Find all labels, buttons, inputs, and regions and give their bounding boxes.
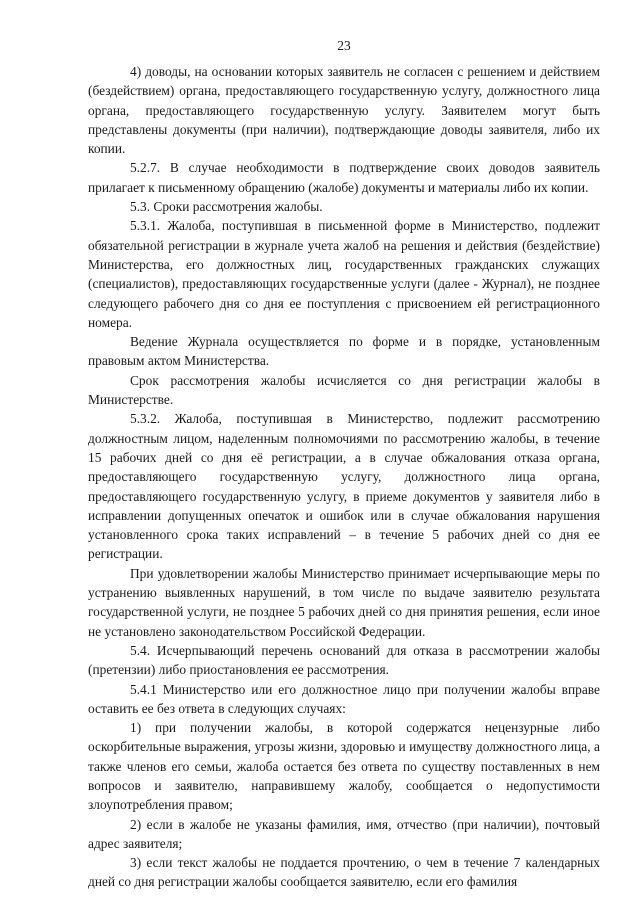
page-number: 23 — [337, 38, 351, 53]
paragraph-5-3-2: 5.3.2. Жалоба, поступившая в Министерство, подлежит рассмотрению должностным лицом, наделенным полномочиями по рассмотрению жалобы, в течение 15 рабочих дней со дня её регистрации, а в случае обжалования отказа органа, предоставляющего государственную услугу, должностного лица органа, предоставляющего государственную услугу, в приеме документов у заявителя либо в исправлении допущенных опечаток и ошибок или в случае обжалования нарушения установленного срока таких исправлений – в течение 5 рабочих дней со дня ее регистрации. — [88, 411, 600, 562]
section-heading-5-3: 5.3. Сроки рассмотрения жалобы. — [130, 199, 323, 215]
paragraph-journal-keeping: Ведение Журнала осуществляется по форме и в порядке, установленным правовым актом Министерства. — [88, 334, 600, 369]
paragraph-5-4-1: 5.4.1 Министерство или его должностное лицо при получении жалобы вправе оставить ее без ответа в следующих случаях: — [88, 681, 600, 716]
paragraph-review-period: Срок рассмотрения жалобы исчисляется со дня регистрации жалобы в Министерстве. — [88, 372, 600, 408]
list-item-3-unreadable-text: 3) если текст жалобы не поддается прочтению, о чем в течение 7 календарных дней со дня регистрации жалобы сообщается заявителю, если его фамилия — [88, 855, 600, 890]
section-heading-5-4: 5.4. Исчерпывающий перечень оснований для отказа в рассмотрении жалобы (претензии) либо приостановления ее рассмотрения. — [88, 642, 600, 678]
paragraph-satisfaction-measures: При удовлетворении жалобы Министерство принимает исчерпывающие меры по устранению выявленных нарушений, в том числе по выдаче заявителю результата государственной услуги, не позднее 5 рабочих дней со дня принятия решения, если иное не установлено законодательством Российской Федерации. — [88, 565, 600, 639]
paragraph-5-2-7: 5.2.7. В случае необходимости в подтверждение своих доводов заявитель прилагает к письменному обращению (жалобе) документы и материалы либо их копии. — [88, 160, 600, 195]
paragraph-item-4-arguments: 4) доводы, на основании которых заявитель не согласен с решением и действием (бездействием) органа, предоставляющего государственную услугу, должностного лица органа, предоставляющего государственную услугу. Заявителем могут быть представлены документы (при наличии), подтверждающие доводы заявителя, либо их копии. — [88, 64, 600, 157]
paragraph-5-3-1: 5.3.1. Жалоба, поступившая в письменной форме в Министерство, подлежит обязательной регистрации в журнале учета жалоб на решения и действия (бездействие) Министерства, его должностных лиц, государственных гражданских служащих (специалистов), предоставляющих государственные услуги (далее - Журнал), не позднее следующего рабочего дня со дня ее поступления с присвоением ей регистрационного номера. — [88, 218, 600, 330]
list-item-2-missing-name-address: 2) если в жалобе не указаны фамилия, имя, отчество (при наличии), почтовый адрес заявителя; — [88, 816, 600, 851]
list-item-1-offensive-content: 1) при получении жалобы, в которой содержатся нецензурные либо оскорбительные выражения, угрозы жизни, здоровью и имуществу должностного лица, а также членов его семьи, жалоба остается без ответа по существу поставленных в нем вопросов и заявителю, направившему жалобу, сообщается о недопустимости злоупотребления правом; — [88, 720, 600, 813]
document-body — [88, 62, 600, 892]
